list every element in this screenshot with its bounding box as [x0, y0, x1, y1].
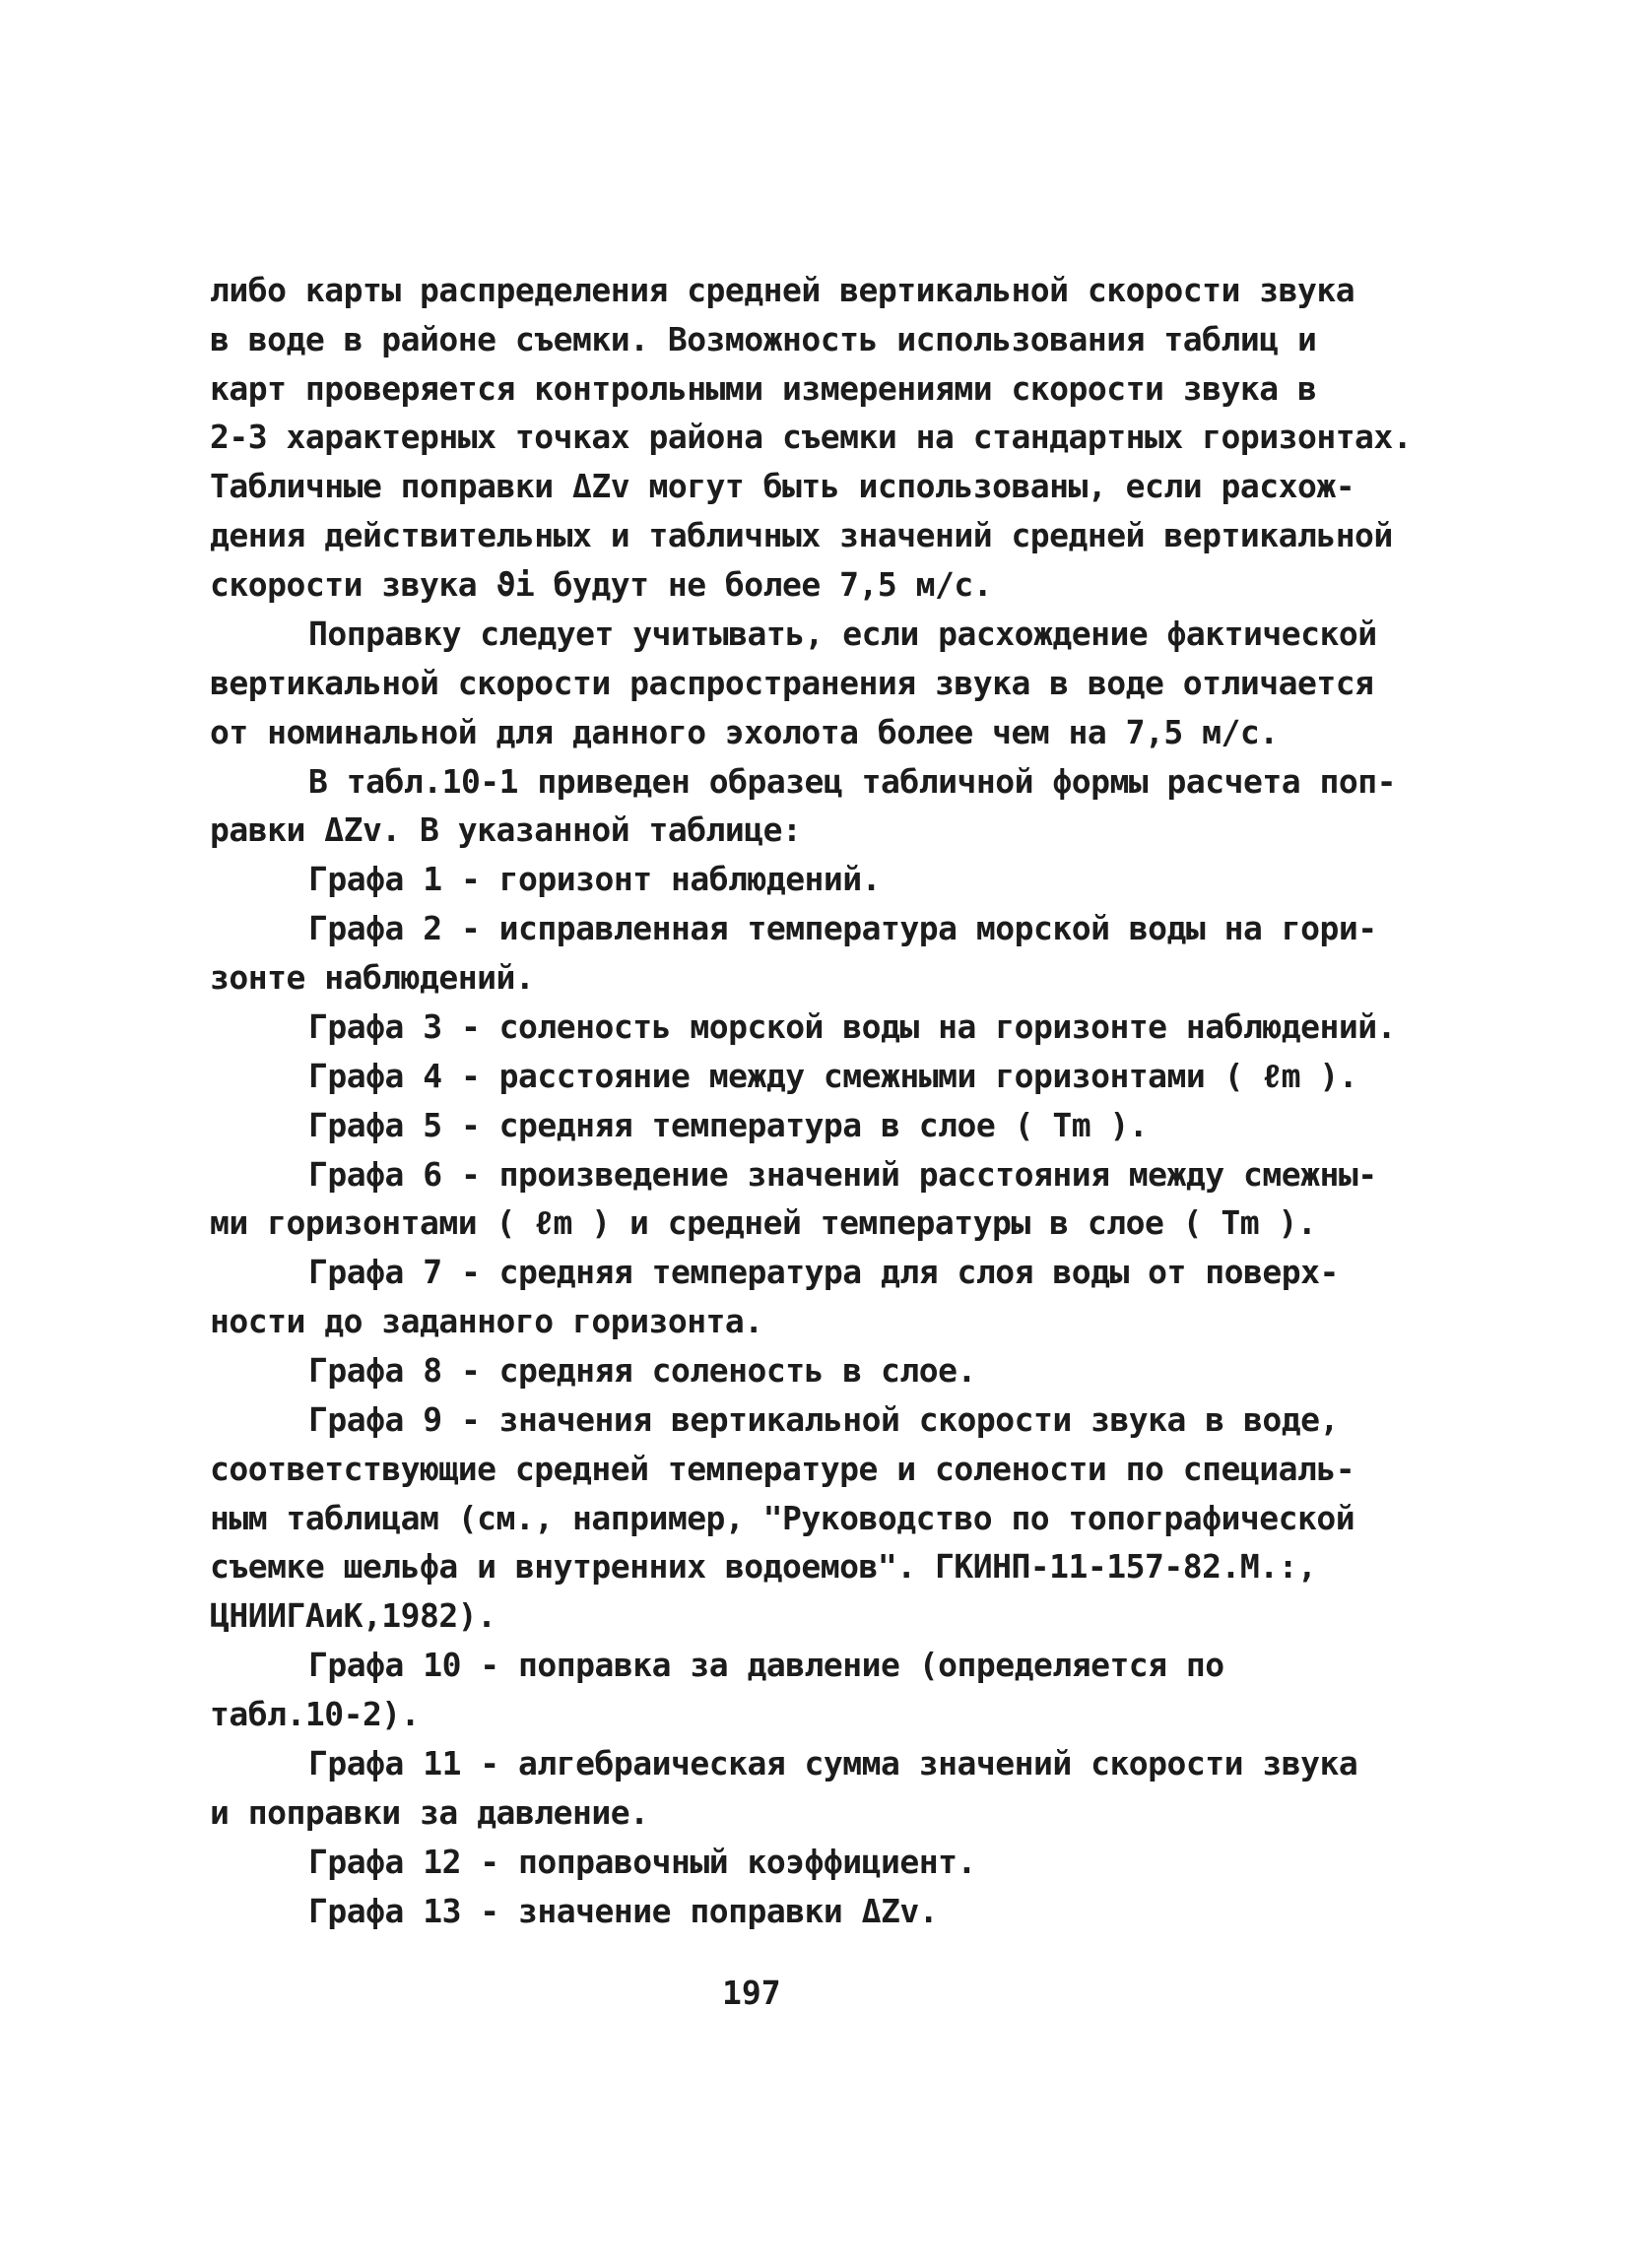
text-line: В табл.10-1 приведен образец табличной формы расчета поп- — [308, 762, 1396, 801]
text-line: зонте наблюдений. — [210, 958, 535, 997]
text-line: Графа 5 - средняя температура в слое ( Tm ). — [308, 1106, 1149, 1144]
text-line: табл.10-2). — [210, 1695, 421, 1733]
text-line: либо карты распределения средней вертикальной скорости звука — [210, 271, 1355, 309]
text-line: Графа 1 - горизонт наблюдений. — [308, 860, 882, 898]
text-line: Графа 4 - расстояние между смежными горизонтами ( ℓm ). — [308, 1057, 1358, 1095]
text-line: Графа 13 - значение поправки ΔZv. — [308, 1892, 939, 1930]
text-line: Графа 8 - средняя соленость в слое. — [308, 1351, 976, 1390]
page-number: 197 — [722, 1974, 781, 2012]
text-line: ми горизонтами ( ℓm ) и средней температуры в слое ( Tm ). — [210, 1203, 1317, 1242]
text-line: равки ΔZv. В указанной таблице: — [210, 810, 802, 849]
text-line: соответствующие средней температуре и солености по специаль- — [210, 1450, 1355, 1488]
text-line: от номинальной для данного эхолота более чем на 7,5 м/с. — [210, 713, 1279, 751]
text-line: Поправку следует учитывать, если расхождение фактической — [308, 615, 1377, 653]
text-line: съемке шельфа и внутренних водоемов". ГКИНП-11-157-82.М.:, — [210, 1547, 1317, 1586]
text-line: Графа 2 - исправленная температура морской воды на гори- — [308, 909, 1377, 947]
text-line: Графа 9 - значения вертикальной скорости звука в воде, — [308, 1400, 1339, 1439]
text-line: в воде в районе съемки. Возможность использования таблиц и — [210, 320, 1317, 358]
text-line: Графа 6 - произведение значений расстояния между смежны- — [308, 1155, 1377, 1194]
text-line: вертикальной скорости распространения звука в воде отличается — [210, 664, 1374, 702]
text-line: и поправки за давление. — [210, 1793, 649, 1832]
text-line: Графа 12 - поправочный коэффициент. — [308, 1843, 976, 1881]
text-line: карт проверяется контрольными измерениями скорости звука в — [210, 369, 1317, 408]
text-line: ным таблицам (см., например, "Руководство по топографической — [210, 1499, 1355, 1537]
text-line: 2-3 характерных точках района съемки на стандартных горизонтах. — [210, 418, 1413, 456]
text-line: скорости звука ϑi будут не более 7,5 м/с. — [210, 565, 993, 604]
text-line: дения действительных и табличных значений средней вертикальной — [210, 516, 1393, 554]
text-line: ЦНИИГАиК,1982). — [210, 1596, 496, 1635]
text-line: Графа 11 - алгебраическая сумма значений скорости звука — [308, 1744, 1358, 1782]
text-line: Графа 10 - поправка за давление (определяется по — [308, 1646, 1224, 1684]
text-line: Табличные поправки ΔZv могут быть использованы, если расхож- — [210, 467, 1355, 505]
text-line: ности до заданного горизонта. — [210, 1302, 763, 1340]
text-line: Графа 7 - средняя температура для слоя воды от поверх- — [308, 1253, 1339, 1291]
text-line: Графа 3 - соленость морской воды на горизонте наблюдений. — [308, 1007, 1396, 1046]
